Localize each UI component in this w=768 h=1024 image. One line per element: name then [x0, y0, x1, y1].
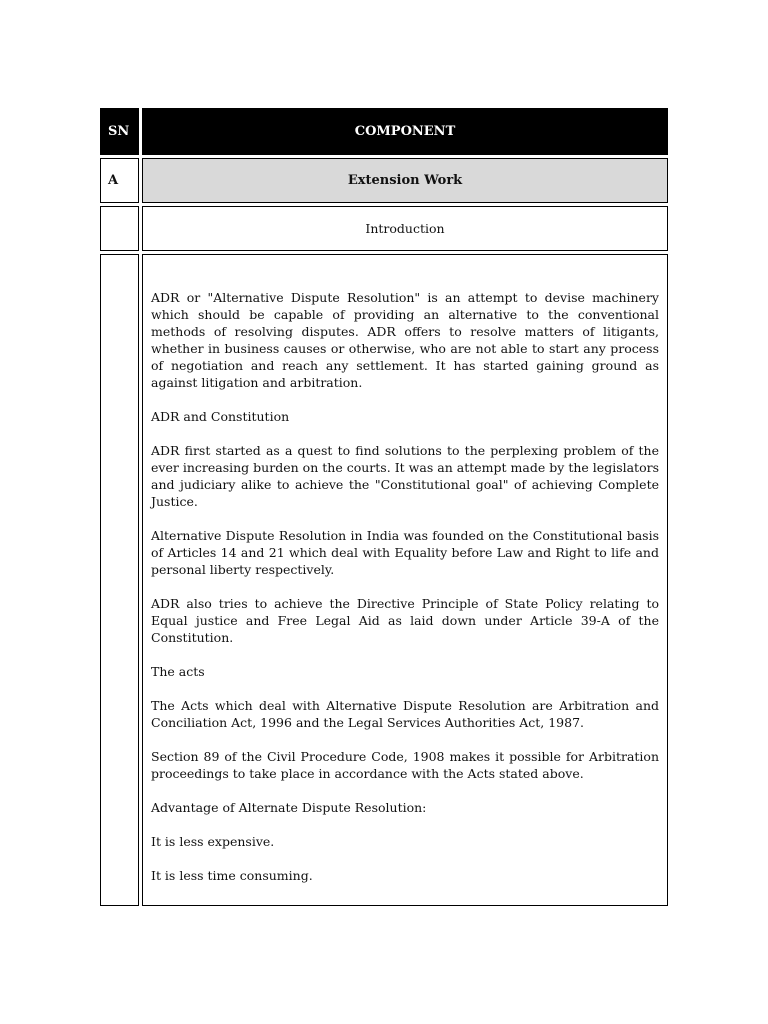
body-content-cell — [142, 254, 668, 906]
paragraph: It is less expensive. — [151, 834, 275, 849]
paragraph: Section 89 of the Civil Procedure Code, 1908 makes it possible for Arbitration proceedings to take place in accordance with the Acts stated above. — [151, 749, 659, 781]
paragraph: The acts — [151, 664, 205, 679]
component-table — [100, 108, 668, 909]
paragraph: ADR first started as a quest to find solutions to the perplexing problem of the ever increasing burden on the courts. It was an attempt made by the legislators and judiciary alike to achieve the "Constitutional goal" of achieving Complete Justice. — [151, 443, 659, 509]
paragraph: ADR and Constitution — [151, 409, 290, 424]
body-row — [100, 254, 668, 906]
paragraph: The Acts which deal with Alternative Dispute Resolution are Arbitration and Conciliation Act, 1996 and the Legal Services Authorities Act, 1987. — [151, 698, 659, 730]
introduction-row — [100, 206, 668, 251]
section-row — [100, 158, 668, 203]
table-header-row — [100, 108, 668, 155]
paragraph: Alternative Dispute Resolution in India was founded on the Constitutional basis of Articles 14 and 21 which deal with Equality before Law and Right to life and personal liberty respectively. — [151, 528, 659, 577]
introduction-sn-cell — [100, 206, 139, 251]
section-title-cell: Extension Work — [142, 158, 668, 203]
paragraph: ADR or "Alternative Dispute Resolution" is an attempt to devise machinery which should be capable of providing an alternative to the conventional methods of resolving disputes. ADR offers to resolve matters of litigants, whether in business causes or otherwise, who are not able to start any process of negotiation and reach any settlement. It has started gaining ground as against litigation and arbitration. — [151, 290, 659, 390]
header-sn-cell: SN — [100, 108, 139, 155]
paragraph: ADR also tries to achieve the Directive Principle of State Policy relating to Equal justice and Free Legal Aid as laid down under Article 39-A of the Constitution. — [151, 596, 659, 645]
section-sn-cell: A — [100, 158, 139, 203]
introduction-title-cell: Introduction — [142, 206, 668, 251]
paragraph: Advantage of Alternate Dispute Resolution: — [151, 800, 427, 815]
header-component-cell: COMPONENT — [142, 108, 668, 155]
body-sn-cell — [100, 254, 139, 906]
paragraph: It is less time consuming. — [151, 868, 313, 883]
